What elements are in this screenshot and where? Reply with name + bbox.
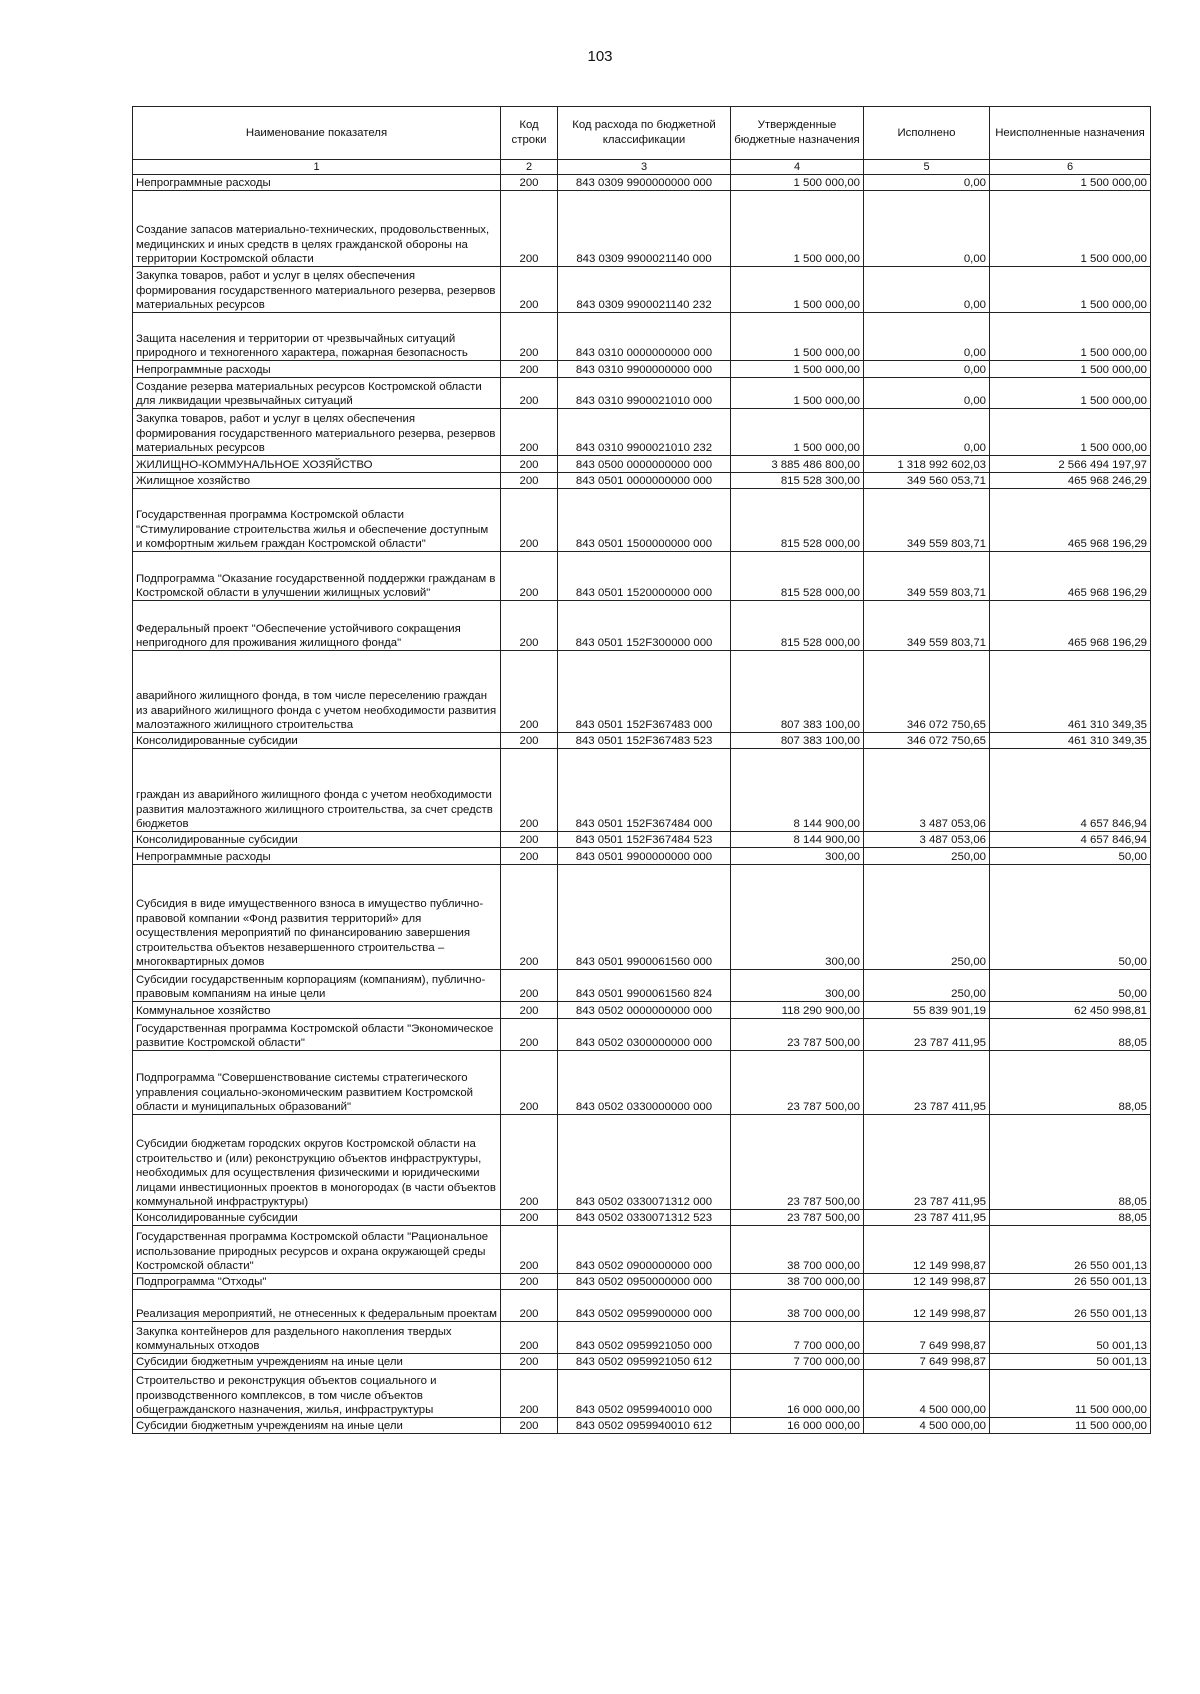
row-line-code: 200 [501,970,558,1002]
row-approved-amount: 300,00 [731,848,864,865]
row-executed-amount: 349 559 803,71 [864,601,990,651]
row-line-code: 200 [501,409,558,456]
row-budget-code: 843 0502 0959940010 000 [558,1370,731,1418]
row-name: Консолидированные субсидии [133,832,501,848]
row-name: Защита населения и территории от чрезвычайных ситуаций природного и техногенного характера, пожарная безопасность [133,313,501,361]
table-row [133,1290,1151,1322]
row-unexecuted-amount: 50 001,13 [990,1322,1151,1354]
table-row [133,832,1151,848]
column-number: 6 [990,160,1151,175]
row-name: Субсидия в виде имущественного взноса в имущество публично-правовой компании «Фонд развития территорий» для осуществления мероприятий по финансированию завершения строительства объектов незавершенного строительства – многоквартирных домов [133,865,501,970]
table-row [133,175,1151,191]
row-budget-code: 843 0501 9900061560 000 [558,865,731,970]
row-executed-amount: 0,00 [864,361,990,378]
row-approved-amount: 8 144 900,00 [731,832,864,848]
row-approved-amount: 16 000 000,00 [731,1370,864,1418]
row-line-code: 200 [501,175,558,191]
row-name: Непрограммные расходы [133,361,501,378]
table-body [133,175,1151,1434]
row-unexecuted-amount: 26 550 001,13 [990,1290,1151,1322]
row-name: Государственная программа Костромской области "Экономическое развитие Костромской области" [133,1019,501,1051]
row-unexecuted-amount: 50,00 [990,970,1151,1002]
row-line-code: 200 [501,832,558,848]
row-executed-amount: 12 149 998,87 [864,1274,990,1290]
column-number: 4 [731,160,864,175]
table-row [133,1370,1151,1418]
row-executed-amount: 4 500 000,00 [864,1370,990,1418]
row-line-code: 200 [501,361,558,378]
column-number: 3 [558,160,731,175]
row-approved-amount: 8 144 900,00 [731,749,864,832]
row-name: Закупка товаров, работ и услуг в целях обеспечения формирования государственного материального резерва, резервов материальных ресурсов [133,409,501,456]
row-approved-amount: 3 885 486 800,00 [731,456,864,473]
row-line-code: 200 [501,552,558,601]
row-unexecuted-amount: 465 968 196,29 [990,552,1151,601]
row-approved-amount: 1 500 000,00 [731,267,864,313]
row-budget-code: 843 0501 9900000000 000 [558,848,731,865]
row-line-code: 200 [501,456,558,473]
row-name: Реализация мероприятий, не отнесенных к федеральным проектам [133,1290,501,1322]
row-unexecuted-amount: 1 500 000,00 [990,175,1151,191]
table-row [133,733,1151,749]
row-executed-amount: 1 318 992 602,03 [864,456,990,473]
row-approved-amount: 23 787 500,00 [731,1115,864,1210]
row-name: аварийного жилищного фонда, в том числе переселению граждан из аварийного жилищного фонда с учетом необходимости развития малоэтажного жилищного строительства [133,651,501,733]
row-unexecuted-amount: 1 500 000,00 [990,267,1151,313]
table-row [133,473,1151,489]
row-line-code: 200 [501,473,558,489]
row-unexecuted-amount: 1 500 000,00 [990,378,1151,409]
row-budget-code: 843 0502 0950000000 000 [558,1274,731,1290]
table-row [133,191,1151,267]
row-approved-amount: 815 528 000,00 [731,552,864,601]
row-name: Подпрограмма "Оказание государственной поддержки гражданам в Костромской области в улучшении жилищных условий" [133,552,501,601]
table-row [133,361,1151,378]
row-line-code: 200 [501,1019,558,1051]
row-budget-code: 843 0309 9900021140 000 [558,191,731,267]
row-approved-amount: 38 700 000,00 [731,1226,864,1274]
row-unexecuted-amount: 88,05 [990,1115,1151,1210]
table-row [133,1002,1151,1019]
row-line-code: 200 [501,1274,558,1290]
row-executed-amount: 3 487 053,06 [864,832,990,848]
row-name: Создание резерва материальных ресурсов Костромской области для ликвидации чрезвычайных ситуаций [133,378,501,409]
table-row [133,749,1151,832]
row-name: Субсидии бюджетам городских округов Костромской области на строительство и (или) реконструкцию объектов инфраструктуры, необходимых для осуществления физическими и юридическими лицами инвестиционных проектов в моногородах (в части объектов коммунальной инфраструктуры) [133,1115,501,1210]
row-line-code: 200 [501,489,558,552]
row-executed-amount: 0,00 [864,191,990,267]
row-name: Государственная программа Костромской области "Рациональное использование природных ресурсов и охрана окружающей среды Костромской области" [133,1226,501,1274]
row-budget-code: 843 0500 0000000000 000 [558,456,731,473]
row-unexecuted-amount: 1 500 000,00 [990,361,1151,378]
row-line-code: 200 [501,733,558,749]
row-executed-amount: 23 787 411,95 [864,1210,990,1226]
row-budget-code: 843 0309 9900000000 000 [558,175,731,191]
column-number: 2 [501,160,558,175]
row-unexecuted-amount: 1 500 000,00 [990,313,1151,361]
row-executed-amount: 7 649 998,87 [864,1322,990,1354]
row-unexecuted-amount: 50 001,13 [990,1354,1151,1370]
row-name: Государственная программа Костромской области "Стимулирование строительства жилья и обеспечение доступным и комфортным жильем граждан Костромской области" [133,489,501,552]
row-executed-amount: 23 787 411,95 [864,1051,990,1115]
table-row [133,1274,1151,1290]
row-approved-amount: 38 700 000,00 [731,1274,864,1290]
table-row [133,1418,1151,1434]
row-executed-amount: 4 500 000,00 [864,1418,990,1434]
row-line-code: 200 [501,191,558,267]
row-budget-code: 843 0501 152F367483 523 [558,733,731,749]
header-indicator-name: Наименование показателя [133,107,501,160]
header-unexecuted: Неисполненные назначения [990,107,1151,160]
row-unexecuted-amount: 88,05 [990,1051,1151,1115]
row-unexecuted-amount: 88,05 [990,1210,1151,1226]
table-row [133,970,1151,1002]
row-line-code: 200 [501,1002,558,1019]
row-name: Субсидии бюджетным учреждениям на иные цели [133,1354,501,1370]
row-budget-code: 843 0501 152F300000 000 [558,601,731,651]
row-unexecuted-amount: 2 566 494 197,97 [990,456,1151,473]
table-row [133,489,1151,552]
row-name: Непрограммные расходы [133,848,501,865]
row-approved-amount: 815 528 300,00 [731,473,864,489]
row-executed-amount: 12 149 998,87 [864,1226,990,1274]
row-executed-amount: 3 487 053,06 [864,749,990,832]
row-budget-code: 843 0502 0000000000 000 [558,1002,731,1019]
row-approved-amount: 807 383 100,00 [731,651,864,733]
column-number-row [133,160,1151,175]
row-unexecuted-amount: 26 550 001,13 [990,1274,1151,1290]
table-row [133,1226,1151,1274]
row-approved-amount: 300,00 [731,970,864,1002]
row-budget-code: 843 0502 0959921050 612 [558,1354,731,1370]
column-number: 5 [864,160,990,175]
row-executed-amount: 0,00 [864,378,990,409]
row-executed-amount: 23 787 411,95 [864,1115,990,1210]
row-approved-amount: 815 528 000,00 [731,601,864,651]
row-executed-amount: 0,00 [864,175,990,191]
row-approved-amount: 1 500 000,00 [731,191,864,267]
table-row [133,552,1151,601]
header-line-code: Код строки [501,107,558,160]
row-name: граждан из аварийного жилищного фонда с учетом необходимости развития малоэтажного жилищного строительства, за счет средств бюджетов [133,749,501,832]
row-line-code: 200 [501,267,558,313]
row-unexecuted-amount: 465 968 196,29 [990,489,1151,552]
budget-execution-table [132,106,1151,1434]
row-executed-amount: 346 072 750,65 [864,651,990,733]
row-executed-amount: 349 559 803,71 [864,489,990,552]
row-name: Коммунальное хозяйство [133,1002,501,1019]
row-executed-amount: 250,00 [864,848,990,865]
row-unexecuted-amount: 465 968 196,29 [990,601,1151,651]
row-line-code: 200 [501,378,558,409]
row-approved-amount: 118 290 900,00 [731,1002,864,1019]
table-row [133,313,1151,361]
row-line-code: 200 [501,848,558,865]
row-line-code: 200 [501,1210,558,1226]
row-line-code: 200 [501,865,558,970]
row-executed-amount: 250,00 [864,865,990,970]
row-unexecuted-amount: 11 500 000,00 [990,1370,1151,1418]
row-budget-code: 843 0501 152F367484 523 [558,832,731,848]
page-number: 103 [587,48,613,65]
row-executed-amount: 0,00 [864,313,990,361]
row-unexecuted-amount: 50,00 [990,865,1151,970]
row-name: Подпрограмма "Совершенствование системы стратегического управления социально-экономическим развитием Костромской области и муниципальных образований" [133,1051,501,1115]
row-name: ЖИЛИЩНО-КОММУНАЛЬНОЕ ХОЗЯЙСТВО [133,456,501,473]
row-unexecuted-amount: 11 500 000,00 [990,1418,1151,1434]
row-name: Консолидированные субсидии [133,1210,501,1226]
row-budget-code: 843 0310 9900000000 000 [558,361,731,378]
row-executed-amount: 349 559 803,71 [864,552,990,601]
row-line-code: 200 [501,1354,558,1370]
row-unexecuted-amount: 465 968 246,29 [990,473,1151,489]
row-unexecuted-amount: 461 310 349,35 [990,733,1151,749]
row-unexecuted-amount: 26 550 001,13 [990,1226,1151,1274]
row-line-code: 200 [501,749,558,832]
row-line-code: 200 [501,1370,558,1418]
row-name: Закупка товаров, работ и услуг в целях обеспечения формирования государственного материального резерва, резервов материальных ресурсов [133,267,501,313]
header-approved: Утвержденные бюджетные назначения [731,107,864,160]
row-budget-code: 843 0501 152F367484 000 [558,749,731,832]
row-executed-amount: 0,00 [864,267,990,313]
row-budget-code: 843 0501 0000000000 000 [558,473,731,489]
row-executed-amount: 12 149 998,87 [864,1290,990,1322]
row-budget-code: 843 0501 1500000000 000 [558,489,731,552]
row-budget-code: 843 0502 0300000000 000 [558,1019,731,1051]
row-approved-amount: 16 000 000,00 [731,1418,864,1434]
row-executed-amount: 349 560 053,71 [864,473,990,489]
row-line-code: 200 [501,1226,558,1274]
row-budget-code: 843 0309 9900021140 232 [558,267,731,313]
row-executed-amount: 346 072 750,65 [864,733,990,749]
row-budget-code: 843 0310 0000000000 000 [558,313,731,361]
row-line-code: 200 [501,1290,558,1322]
row-approved-amount: 23 787 500,00 [731,1210,864,1226]
row-line-code: 200 [501,1418,558,1434]
row-name: Консолидированные субсидии [133,733,501,749]
row-approved-amount: 1 500 000,00 [731,378,864,409]
row-name: Подпрограмма "Отходы" [133,1274,501,1290]
row-approved-amount: 815 528 000,00 [731,489,864,552]
row-line-code: 200 [501,651,558,733]
row-approved-amount: 7 700 000,00 [731,1322,864,1354]
row-executed-amount: 23 787 411,95 [864,1019,990,1051]
row-budget-code: 843 0502 0900000000 000 [558,1226,731,1274]
table-row [133,651,1151,733]
table-row [133,1322,1151,1354]
row-unexecuted-amount: 1 500 000,00 [990,191,1151,267]
row-approved-amount: 23 787 500,00 [731,1051,864,1115]
header-budget-classification: Код расхода по бюджетной классификации [558,107,731,160]
row-unexecuted-amount: 4 657 846,94 [990,832,1151,848]
row-name: Создание запасов материально-технических, продовольственных, медицинских и иных средств в целях гражданской обороны на территории Костромской области [133,191,501,267]
row-line-code: 200 [501,601,558,651]
row-name: Федеральный проект "Обеспечение устойчивого сокращения непригодного для проживания жилищного фонда" [133,601,501,651]
row-approved-amount: 300,00 [731,865,864,970]
table-row [133,1354,1151,1370]
row-budget-code: 843 0501 9900061560 824 [558,970,731,1002]
row-budget-code: 843 0502 0330071312 523 [558,1210,731,1226]
row-unexecuted-amount: 461 310 349,35 [990,651,1151,733]
row-executed-amount: 55 839 901,19 [864,1002,990,1019]
row-line-code: 200 [501,1115,558,1210]
table-row [133,1051,1151,1115]
table-row [133,456,1151,473]
header-executed: Исполнено [864,107,990,160]
row-unexecuted-amount: 50,00 [990,848,1151,865]
table-row [133,1210,1151,1226]
table-row [133,1019,1151,1051]
row-unexecuted-amount: 88,05 [990,1019,1151,1051]
row-name: Строительство и реконструкция объектов социального и производственного комплексов, в том числе объектов общегражданского назначения, жилья, инфраструктуры [133,1370,501,1418]
row-budget-code: 843 0502 0330000000 000 [558,1051,731,1115]
row-name: Субсидии государственным корпорациям (компаниям), публично-правовым компаниям на иные цели [133,970,501,1002]
row-executed-amount: 250,00 [864,970,990,1002]
row-unexecuted-amount: 1 500 000,00 [990,409,1151,456]
table-row [133,409,1151,456]
row-executed-amount: 7 649 998,87 [864,1354,990,1370]
table-row [133,378,1151,409]
row-approved-amount: 7 700 000,00 [731,1354,864,1370]
row-name: Жилищное хозяйство [133,473,501,489]
row-approved-amount: 1 500 000,00 [731,409,864,456]
row-budget-code: 843 0502 0959940010 612 [558,1418,731,1434]
row-budget-code: 843 0502 0959900000 000 [558,1290,731,1322]
row-budget-code: 843 0310 9900021010 232 [558,409,731,456]
table-row [133,267,1151,313]
table-row [133,1115,1151,1210]
row-approved-amount: 38 700 000,00 [731,1290,864,1322]
row-line-code: 200 [501,313,558,361]
column-number: 1 [133,160,501,175]
row-budget-code: 843 0501 1520000000 000 [558,552,731,601]
row-approved-amount: 1 500 000,00 [731,361,864,378]
row-approved-amount: 1 500 000,00 [731,313,864,361]
row-line-code: 200 [501,1051,558,1115]
row-line-code: 200 [501,1322,558,1354]
row-approved-amount: 1 500 000,00 [731,175,864,191]
row-unexecuted-amount: 62 450 998,81 [990,1002,1151,1019]
row-executed-amount: 0,00 [864,409,990,456]
row-unexecuted-amount: 4 657 846,94 [990,749,1151,832]
row-budget-code: 843 0502 0330071312 000 [558,1115,731,1210]
row-approved-amount: 807 383 100,00 [731,733,864,749]
table-row [133,865,1151,970]
row-name: Закупка контейнеров для раздельного накопления твердых коммунальных отходов [133,1322,501,1354]
row-approved-amount: 23 787 500,00 [731,1019,864,1051]
row-budget-code: 843 0310 9900021010 000 [558,378,731,409]
row-budget-code: 843 0502 0959921050 000 [558,1322,731,1354]
table-row [133,848,1151,865]
row-name: Непрограммные расходы [133,175,501,191]
row-name: Субсидии бюджетным учреждениям на иные цели [133,1418,501,1434]
table-row [133,601,1151,651]
row-budget-code: 843 0501 152F367483 000 [558,651,731,733]
header-row [133,107,1151,160]
